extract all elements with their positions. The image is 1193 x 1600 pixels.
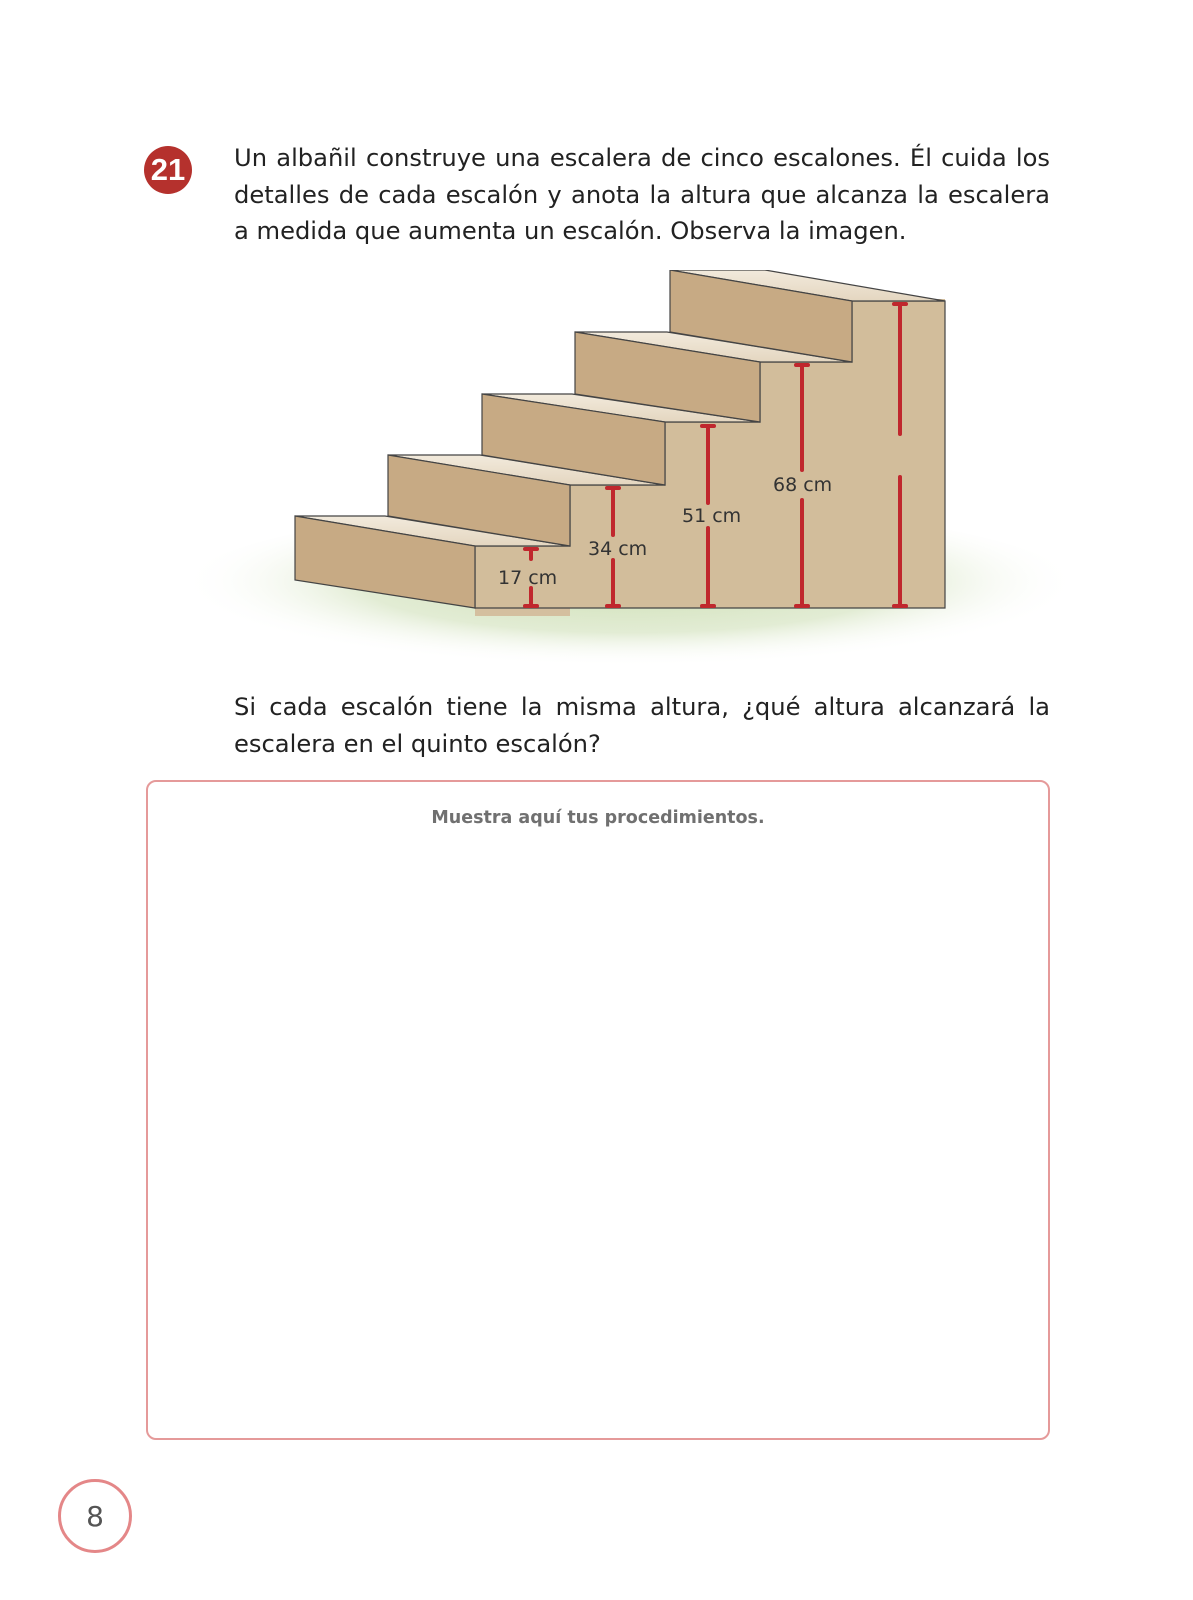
measure-label-17cm: 17 cm (498, 567, 558, 589)
measure-label-68cm: 68 cm (773, 474, 833, 496)
measure-label-51cm: 51 cm (682, 505, 742, 527)
measure-label-34cm: 34 cm (588, 538, 648, 560)
staircase-figure (170, 270, 1090, 670)
problem-number-badge (144, 146, 192, 194)
page-number-badge (58, 1479, 132, 1553)
problem-question-text: Si cada escalón tiene la misma altura, ¿qué altura alcanzará la escalera en el quinto escalón? (234, 693, 1050, 758)
page-number: 8 (86, 1499, 104, 1533)
answer-hint-text: Muestra aquí tus procedimientos. (431, 808, 765, 828)
problem-intro-text: Un albañil construye una escalera de cinco escalones. Él cuida los detalles de cada escalón y anota la altura que alcanza la escalera a medida que aumenta un escalón. Observa la imagen. (234, 144, 1050, 245)
problem-number: 21 (150, 152, 186, 187)
answer-work-area[interactable] (146, 780, 1050, 1440)
